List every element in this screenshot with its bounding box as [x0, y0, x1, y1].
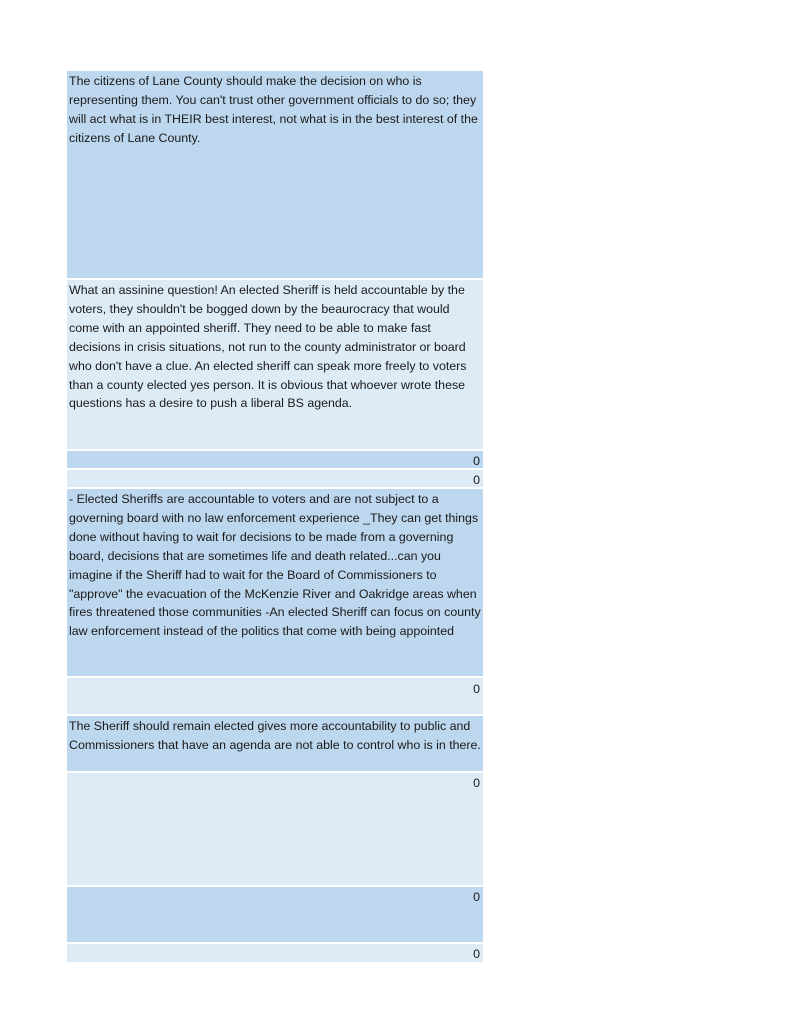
cell-value: 0	[473, 890, 480, 904]
number-cell-3[interactable]	[67, 451, 483, 470]
comment-text: The citizens of Lane County should make the decision on who is representing them. You can't trust other government officials to do so; they will act what is in THEIR best interest, not what is in the best interest of the citizens of Lane County.	[69, 74, 478, 145]
number-cell-6[interactable]	[67, 678, 483, 716]
comment-text: - Elected Sheriffs are accountable to voters and are not subject to a governing board with no law enforcement experience _They can get things done without having to wait for decisions to be made from a governing board, decisions that are sometimes life and death related...can you imagine if the Sheriff had to wait for the Board of Commissioners to "approve" the evacuation of the McKenzie River and Oakridge areas when fires threatened those communities -An elected Sheriff can focus on county law enforcement instead of the politics that come with being appointed	[69, 492, 481, 639]
number-cell-8[interactable]	[67, 773, 483, 887]
comment-cell-1[interactable]	[67, 71, 483, 280]
cell-value: 0	[473, 776, 480, 790]
comment-cell-2[interactable]	[67, 280, 483, 451]
comment-cell-5[interactable]	[67, 489, 483, 678]
cell-value: 0	[473, 473, 480, 487]
cell-value: 0	[473, 454, 480, 468]
number-cell-4[interactable]	[67, 470, 483, 489]
comment-text: What an assinine question! An elected Sheriff is held accountable by the voters, they shouldn't be bogged down by the beaurocracy that would come with an appointed sheriff. They need to be able to make fast decisions in crisis situations, not run to the county administrator or board who don't have a clue. An elected sheriff can speak more freely to voters than a county elected yes person. It is obvious that whoever wrote these questions has a desire to push a liberal BS agenda.	[69, 283, 467, 411]
comment-text: The Sheriff should remain elected gives more accountability to public and Commissioners that have an agenda are not able to control who is in there.	[69, 719, 481, 752]
spreadsheet-column	[67, 71, 483, 962]
comment-cell-7[interactable]	[67, 716, 483, 773]
cell-value: 0	[473, 947, 480, 961]
number-cell-9[interactable]	[67, 887, 483, 944]
number-cell-10[interactable]	[67, 944, 483, 962]
cell-value: 0	[473, 682, 480, 696]
